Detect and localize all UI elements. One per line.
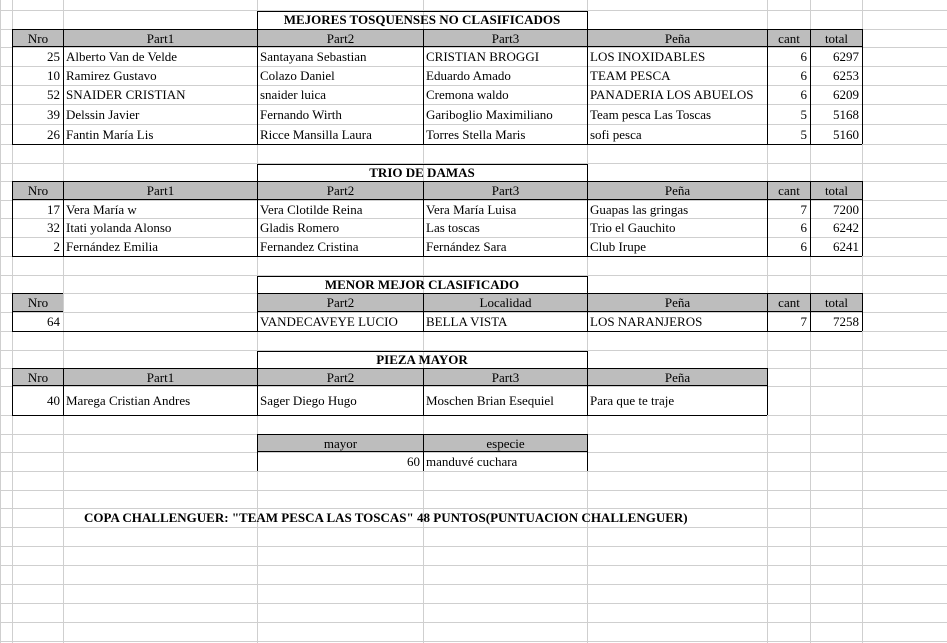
cell-border [12,47,13,144]
table-cell-mejores: 6209 [833,87,859,102]
table-cell-mejores: TEAM PESCA [590,68,671,83]
cell-border [257,386,258,415]
table-cell-trio: 6 [800,239,807,254]
column-header-trio-2: Part2 [257,181,423,200]
table-cell-menor: 64 [47,314,60,329]
cell-border [63,200,64,256]
column-header-trio-3: Part3 [423,181,587,200]
table-cell-mejores: Eduardo Amado [426,68,511,83]
table-cell-mejores: 6297 [833,49,859,64]
cell-border [862,312,863,331]
table-cell-mejores: SNAIDER CRISTIAN [66,87,186,102]
table-cell-mejores: 6 [800,87,807,102]
table-cell-pieza: Moschen Brian Esequiel [426,393,554,408]
table-cell-trio: Fernández Emilia [66,239,159,254]
table-cell-trio: 6241 [833,239,859,254]
cell-border [767,368,768,386]
table-cell-mejores: 5160 [833,126,859,142]
table-cell-trio: Vera María w [66,201,137,217]
cell-border [767,312,768,331]
table-cell-menor: 7258 [833,314,859,329]
table-cell-trio: Trio el Gauchito [590,220,676,235]
copa-challenguer-note: COPA CHALLENGUER: "TEAM PESCA LAS TOSCAS" 48 PUNTOS(PUNTUACION CHALLENGUER) [84,510,688,525]
table-cell-trio: Club Irupe [590,239,646,254]
table-cell-mejores: 26 [47,126,60,142]
table-cell-mejores: Alberto Van de Velde [66,49,178,64]
cell-border [862,29,863,47]
cell-border [12,144,862,145]
table-cell-trio: Guapas las gringas [590,201,689,217]
column-header-menor-6: total [810,293,862,312]
column-header-menor-5: cant [767,293,810,312]
table-cell-mejores: snaider luica [260,87,327,102]
table-cell-pieza: Para que te traje [590,393,675,408]
table-cell-pieza: 40 [47,393,60,408]
table-cell-trio: 6242 [833,220,859,235]
cell-border [587,434,588,452]
cell-border [767,386,768,415]
section-title-mejores: MEJORES TOSQUENSES NO CLASIFICADOS [283,12,561,27]
table-cell-mejores: 6253 [833,68,859,83]
table-cell-mejores: CRISTIAN BROGGI [426,49,540,64]
cell-border [63,47,64,144]
table-cell-trio: Vera María Luisa [426,201,517,217]
cell-border [423,312,424,331]
table-cell-mejores: 25 [47,49,60,64]
table-cell-mejores: Colazo Daniel [260,68,335,83]
column-header-pieza-1: Part1 [63,368,257,386]
column-header-mejores-6: total [810,29,862,47]
table-cell-mejores: 5 [800,126,807,142]
column-header-mejores-0: Nro [12,29,63,47]
table-cell-mejores: Delssin Javier [66,106,140,122]
cell-border [587,47,588,144]
column-header-trio-1: Part1 [63,181,257,200]
table-cell-mejores: LOS INOXIDABLES [590,49,706,64]
column-header-mejores-2: Part2 [257,29,423,47]
table-cell-mejores: 6 [800,49,807,64]
table-cell-mejores: 6 [800,68,807,83]
column-header-mejores-5: cant [767,29,810,47]
table-cell-pieza: Sager Diego Hugo [260,393,357,408]
section-title-trio: TRIO DE DAMAS [369,164,475,180]
column-header-menor-2: Part2 [257,293,423,312]
cell-border [423,47,424,144]
table-cell-menor: LOS NARANJEROS [590,314,703,329]
cell-border [257,200,258,256]
table-cell-mejores: Fernando Wirth [260,106,342,122]
cell-border [63,386,64,415]
cell-border [810,312,811,331]
column-header-mejores-3: Part3 [423,29,587,47]
column-header-mayor: mayor [257,434,423,452]
table-cell-trio: 2 [53,239,60,254]
table-cell-mejores: sofi pesca [590,126,642,142]
table-cell-mejores: Cremona waldo [426,87,509,102]
cell-border [767,200,768,256]
cell-border [423,386,424,415]
cell-border [423,200,424,256]
table-cell-mejores: Fantin María Lis [66,126,154,142]
table-cell-menor [63,312,257,331]
table-cell-trio: Itati yolanda Alonso [66,220,172,235]
table-cell-trio: 7 [800,201,807,217]
table-cell-mejores: 5 [800,106,807,122]
cell-border [862,200,863,256]
cell-border [12,312,13,331]
cell-border [257,452,258,471]
column-header-mejores-4: Peña [587,29,767,47]
cell-border [12,200,13,256]
table-cell-mejores: Gariboglio Maximiliano [426,106,553,122]
table-cell-trio: Fernández Sara [426,239,507,254]
especie-value: manduvé cuchara [426,454,518,469]
table-cell-trio: Las toscas [426,220,480,235]
column-header-especie: especie [423,434,587,452]
cell-border [587,312,588,331]
table-cell-trio: 32 [47,220,60,235]
cell-border [810,200,811,256]
cell-border [810,47,811,144]
cell-border [587,386,588,415]
section-title-pieza: PIEZA MAYOR [376,351,468,367]
table-cell-menor: 7 [800,314,807,329]
table-cell-mejores: Team pesca Las Toscas [590,106,712,122]
table-cell-menor: BELLA VISTA [426,314,508,329]
column-header-trio-6: total [810,181,862,200]
table-cell-trio: Fernandez Cristina [260,239,359,254]
column-header-trio-0: Nro [12,181,63,200]
cell-border [12,386,13,415]
column-header-pieza-0: Nro [12,368,63,386]
mayor-value: 60 [407,454,420,469]
column-header-pieza-4: Peña [587,368,767,386]
cell-border [767,47,768,144]
table-cell-mejores: Ricce Mansilla Laura [260,126,372,142]
table-cell-trio: 7200 [833,201,859,217]
column-header-menor-3: Localidad [423,293,587,312]
table-cell-mejores: Santayana Sebastian [260,49,367,64]
cell-border [423,452,424,471]
table-cell-mejores: PANADERIA LOS ABUELOS [590,87,754,102]
cell-border [862,293,863,312]
table-cell-menor: VANDECAVEYE LUCIO [260,314,398,329]
table-cell-trio: Gladis Romero [260,220,340,235]
cell-border [12,256,862,257]
cell-border [12,415,767,416]
column-header-pieza-2: Part2 [257,368,423,386]
table-cell-mejores: 10 [47,68,60,83]
column-header-menor-1 [63,293,257,312]
cell-border [257,312,258,331]
column-header-mejores-1: Part1 [63,29,257,47]
column-header-trio-4: Peña [587,181,767,200]
cell-border [862,47,863,144]
cell-border [587,452,588,471]
table-cell-trio: 17 [47,201,60,217]
cell-border [12,331,862,332]
cell-border [257,47,258,144]
section-title-menor: MENOR MEJOR CLASIFICADO [324,276,520,292]
table-cell-trio: 6 [800,220,807,235]
table-cell-mejores: 5168 [833,106,859,122]
column-header-pieza-3: Part3 [423,368,587,386]
cell-border [587,200,588,256]
table-cell-mejores: 52 [47,87,60,102]
column-header-menor-0: Nro [12,293,63,312]
table-cell-pieza: Marega Cristian Andres [66,393,191,408]
table-cell-mejores: Torres Stella Maris [426,126,526,142]
cell-border [862,181,863,200]
column-header-trio-5: cant [767,181,810,200]
column-header-menor-4: Peña [587,293,767,312]
table-cell-mejores: Ramirez Gustavo [66,68,157,83]
table-cell-trio: Vera Clotilde Reina [260,201,363,217]
table-cell-mejores: 39 [47,106,60,122]
